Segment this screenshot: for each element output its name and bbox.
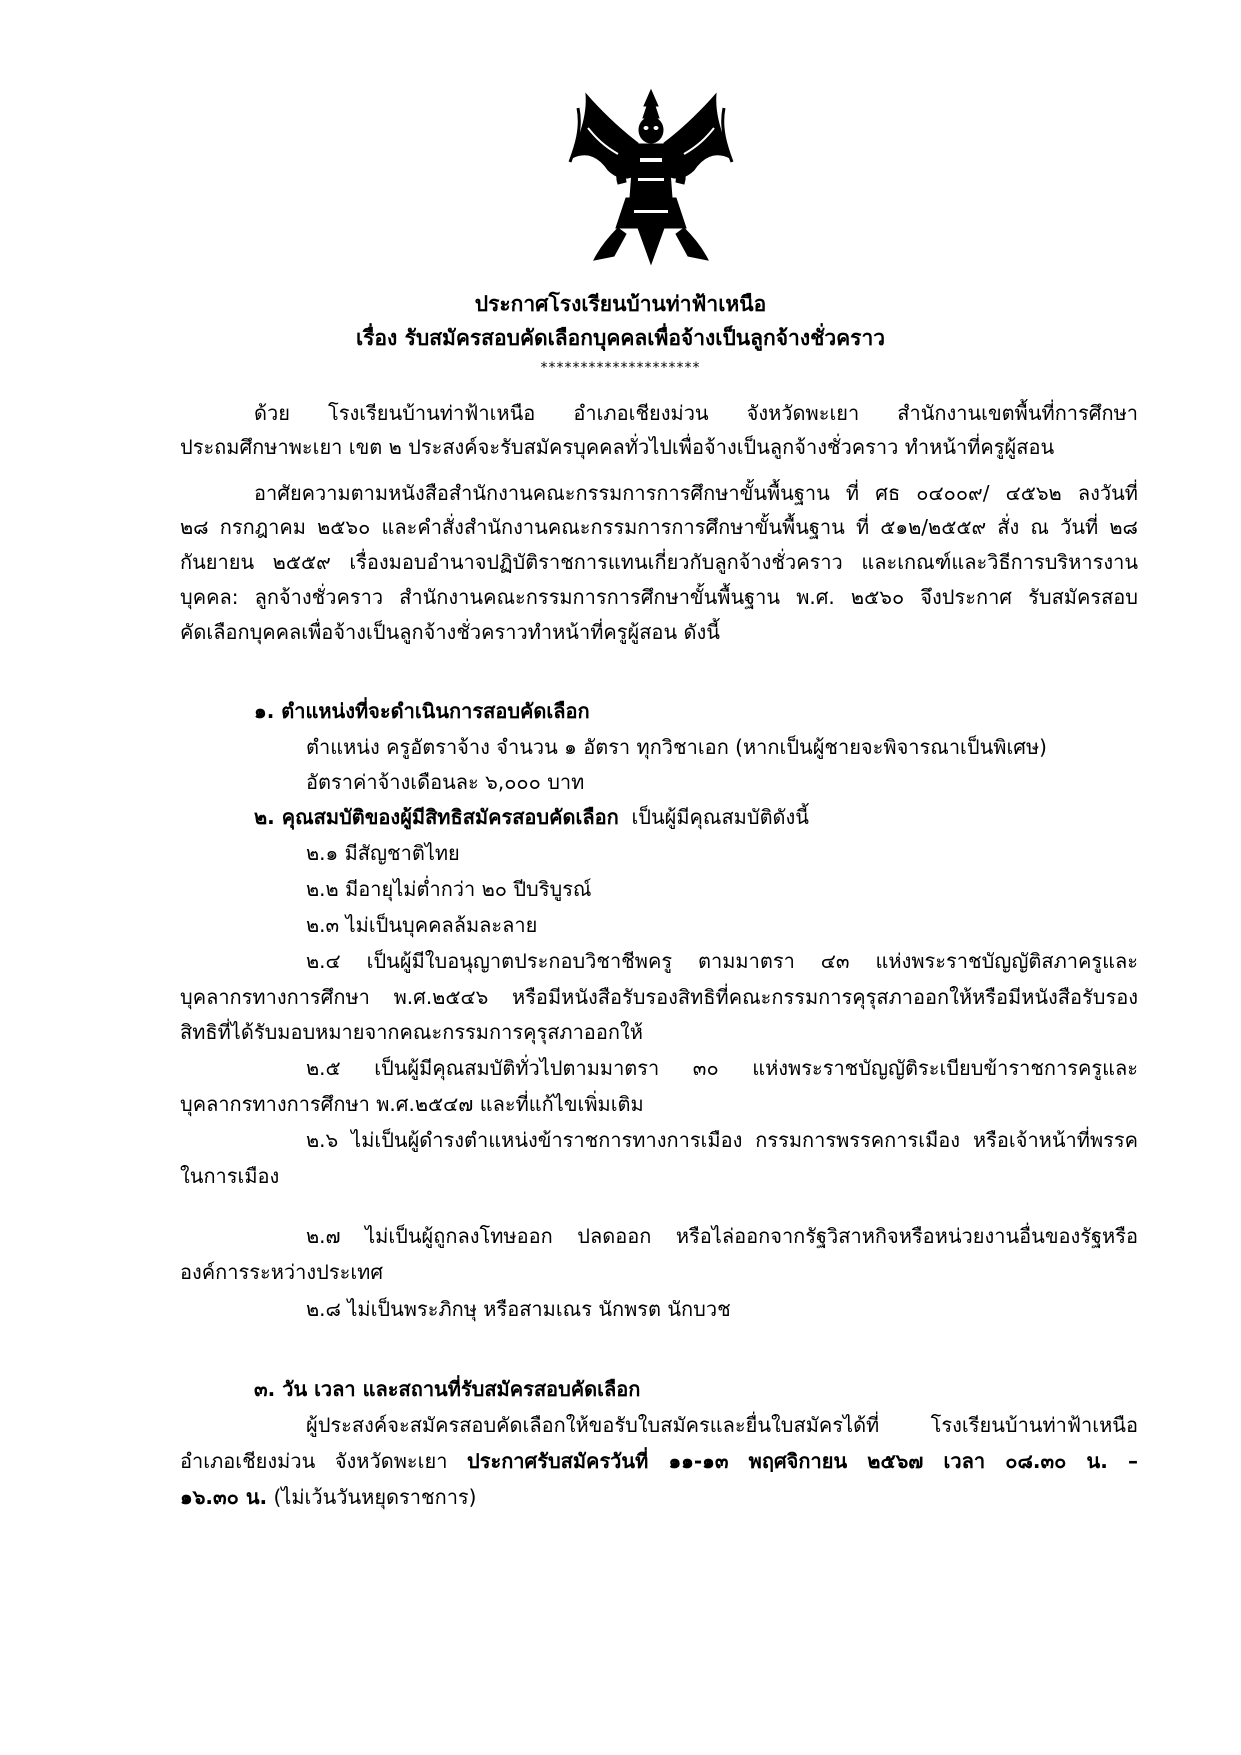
qualification-item: ๒.๒ มีอายุไม่ต่ำกว่า ๒๐ ปีบริบูรณ์: [306, 877, 592, 901]
section1-line: ตำแหน่ง ครูอัตราจ้าง จำนวน ๑ อัตรา ทุกวิชาเอก (หากเป็นผู้ชายจะพิจารณาเป็นพิเศษ): [306, 735, 1047, 759]
qualification-item: ๒.๑ มีสัญชาติไทย: [306, 841, 460, 865]
application-period: ประกาศรับสมัครวันที่ ๑๑-๑๓ พฤศจิกายน ๒๕๖๗ เวลา ๐๘.๓๐ น. –: [467, 1449, 1138, 1473]
section2-heading-tail: เป็นผู้มีคุณสมบัติดังนี้: [631, 805, 809, 829]
qualification-item: ๒.๓ ไม่เป็นบุคคลล้มละลาย: [306, 913, 538, 937]
intro-line: ประถมศึกษาพะเยา เขต ๒ ประสงค์จะรับสมัครบุคคลทั่วไปเพื่อจ้างเป็นลูกจ้างชั่วคราว ทำหน้าที่ครูผู้สอน: [180, 435, 1055, 459]
qualification-item-cont: สิทธิที่ได้รับมอบหมายจากคณะกรรมการคุรุสภาออกให้: [180, 1020, 643, 1044]
qualification-item: ๒.๕ เป็นผู้มีคุณสมบัติทั่วไปตามมาตรา ๓๐ แห่งพระราชบัญญัติระเบียบข้าราชการครูและ: [306, 1056, 1138, 1080]
section3-line: [180, 1480, 476, 1514]
section3-heading: ๓. วัน เวลา และสถานที่รับสมัครสอบคัดเลือก: [254, 1377, 641, 1401]
application-end-time: ๑๖.๓๐ น.: [180, 1485, 268, 1509]
intro-line: ๒๘ กรกฎาคม ๒๕๖๐ และคำสั่งสำนักงานคณะกรรมการการศึกษาขั้นพื้นฐาน ที่ ๕๑๒/๒๕๕๙ สั่ง ณ วันที่ ๒๘: [180, 515, 1138, 539]
qualification-item: ๒.๗ ไม่เป็นผู้ถูกลงโทษออก ปลดออก หรือไล่ออกจากรัฐวิสาหกิจหรือหน่วยงานอื่นของรัฐหรือ: [306, 1224, 1138, 1248]
intro-line: กันยายน ๒๕๕๙ เรื่องมอบอำนาจปฏิบัติราชการแทนเกี่ยวกับลูกจ้างชั่วคราว และเกณฑ์และวิธีการบริหารงาน: [180, 550, 1138, 574]
intro-line: บุคคล: ลูกจ้างชั่วคราว สำนักงานคณะกรรมการการศึกษาขั้นพื้นฐาน พ.ศ. ๒๕๖๐ จึงประกาศ รับสมัครสอบ: [180, 585, 1138, 609]
holiday-note: (ไม่เว้นวันหยุดราชการ): [273, 1485, 477, 1509]
qualification-item: ๒.๖ ไม่เป็นผู้ดำรงตำแหน่งข้าราชการทางการเมือง กรรมการพรรคการเมือง หรือเจ้าหน้าที่พรรค: [306, 1128, 1138, 1152]
qualification-item-cont: องค์การระหว่างประเทศ: [180, 1260, 384, 1284]
intro-line: ด้วย โรงเรียนบ้านท่าฟ้าเหนือ อำเภอเชียงม่วน จังหวัดพะเยา สำนักงานเขตพื้นที่การศึกษา: [254, 401, 1138, 425]
section1-line: อัตราค่าจ้างเดือนละ ๖,๐๐๐ บาท: [306, 770, 585, 794]
section3-line: ผู้ประสงค์จะสมัครสอบคัดเลือกให้ขอรับใบสมัครและยื่นใบสมัครได้ที่ โรงเรียนบ้านท่าฟ้าเหนือ: [306, 1413, 1138, 1437]
announcement-subject: เรื่อง รับสมัครสอบคัดเลือกบุคคลเพื่อจ้างเป็นลูกจ้างชั่วคราว: [355, 326, 886, 350]
section1-heading: ๑. ตำแหน่งที่จะดำเนินการสอบคัดเลือก: [254, 699, 590, 723]
qualification-item: ๒.๔ เป็นผู้มีใบอนุญาตประกอบวิชาชีพครู ตามมาตรา ๔๓ แห่งพระราชบัญญัติสภาครูและ: [306, 949, 1138, 973]
section2-heading-row: [254, 800, 809, 834]
qualification-item-cont: บุคลากรทางการศึกษา พ.ศ.๒๕๔๖ หรือมีหนังสือรับรองสิทธิที่คณะกรรมการคุรุสภาออกให้หรือมีหนังสือรับรอง: [180, 985, 1138, 1009]
section2-heading: ๒. คุณสมบัติของผู้มีสิทธิสมัครสอบคัดเลือก: [254, 805, 619, 829]
section3-line: [180, 1444, 1138, 1478]
garuda-emblem: [568, 88, 734, 268]
intro-line: อาศัยความตามหนังสือสำนักงานคณะกรรมการการศึกษาขั้นพื้นฐาน ที่ ศธ ๐๔๐๐๙/ ๔๕๖๒ ลงวันที่: [254, 481, 1138, 505]
qualification-item-cont: บุคลากรทางการศึกษา พ.ศ.๒๕๔๗ และที่แก้ไขเพิ่มเติม: [180, 1092, 644, 1116]
qualification-item: ๒.๘ ไม่เป็นพระภิกษุ หรือสามเณร นักพรต นักบวช: [306, 1297, 731, 1321]
separator-stars: ********************: [540, 360, 701, 376]
intro-line: คัดเลือกบุคคลเพื่อจ้างเป็นลูกจ้างชั่วคราวทำหน้าที่ครูผู้สอน ดังนี้: [180, 620, 720, 644]
section3-location: อำเภอเชียงม่วน จังหวัดพะเยา: [180, 1449, 448, 1473]
qualification-item-cont: ในการเมือง: [180, 1164, 280, 1188]
announcement-title: ประกาศโรงเรียนบ้านท่าฟ้าเหนือ: [474, 292, 767, 316]
